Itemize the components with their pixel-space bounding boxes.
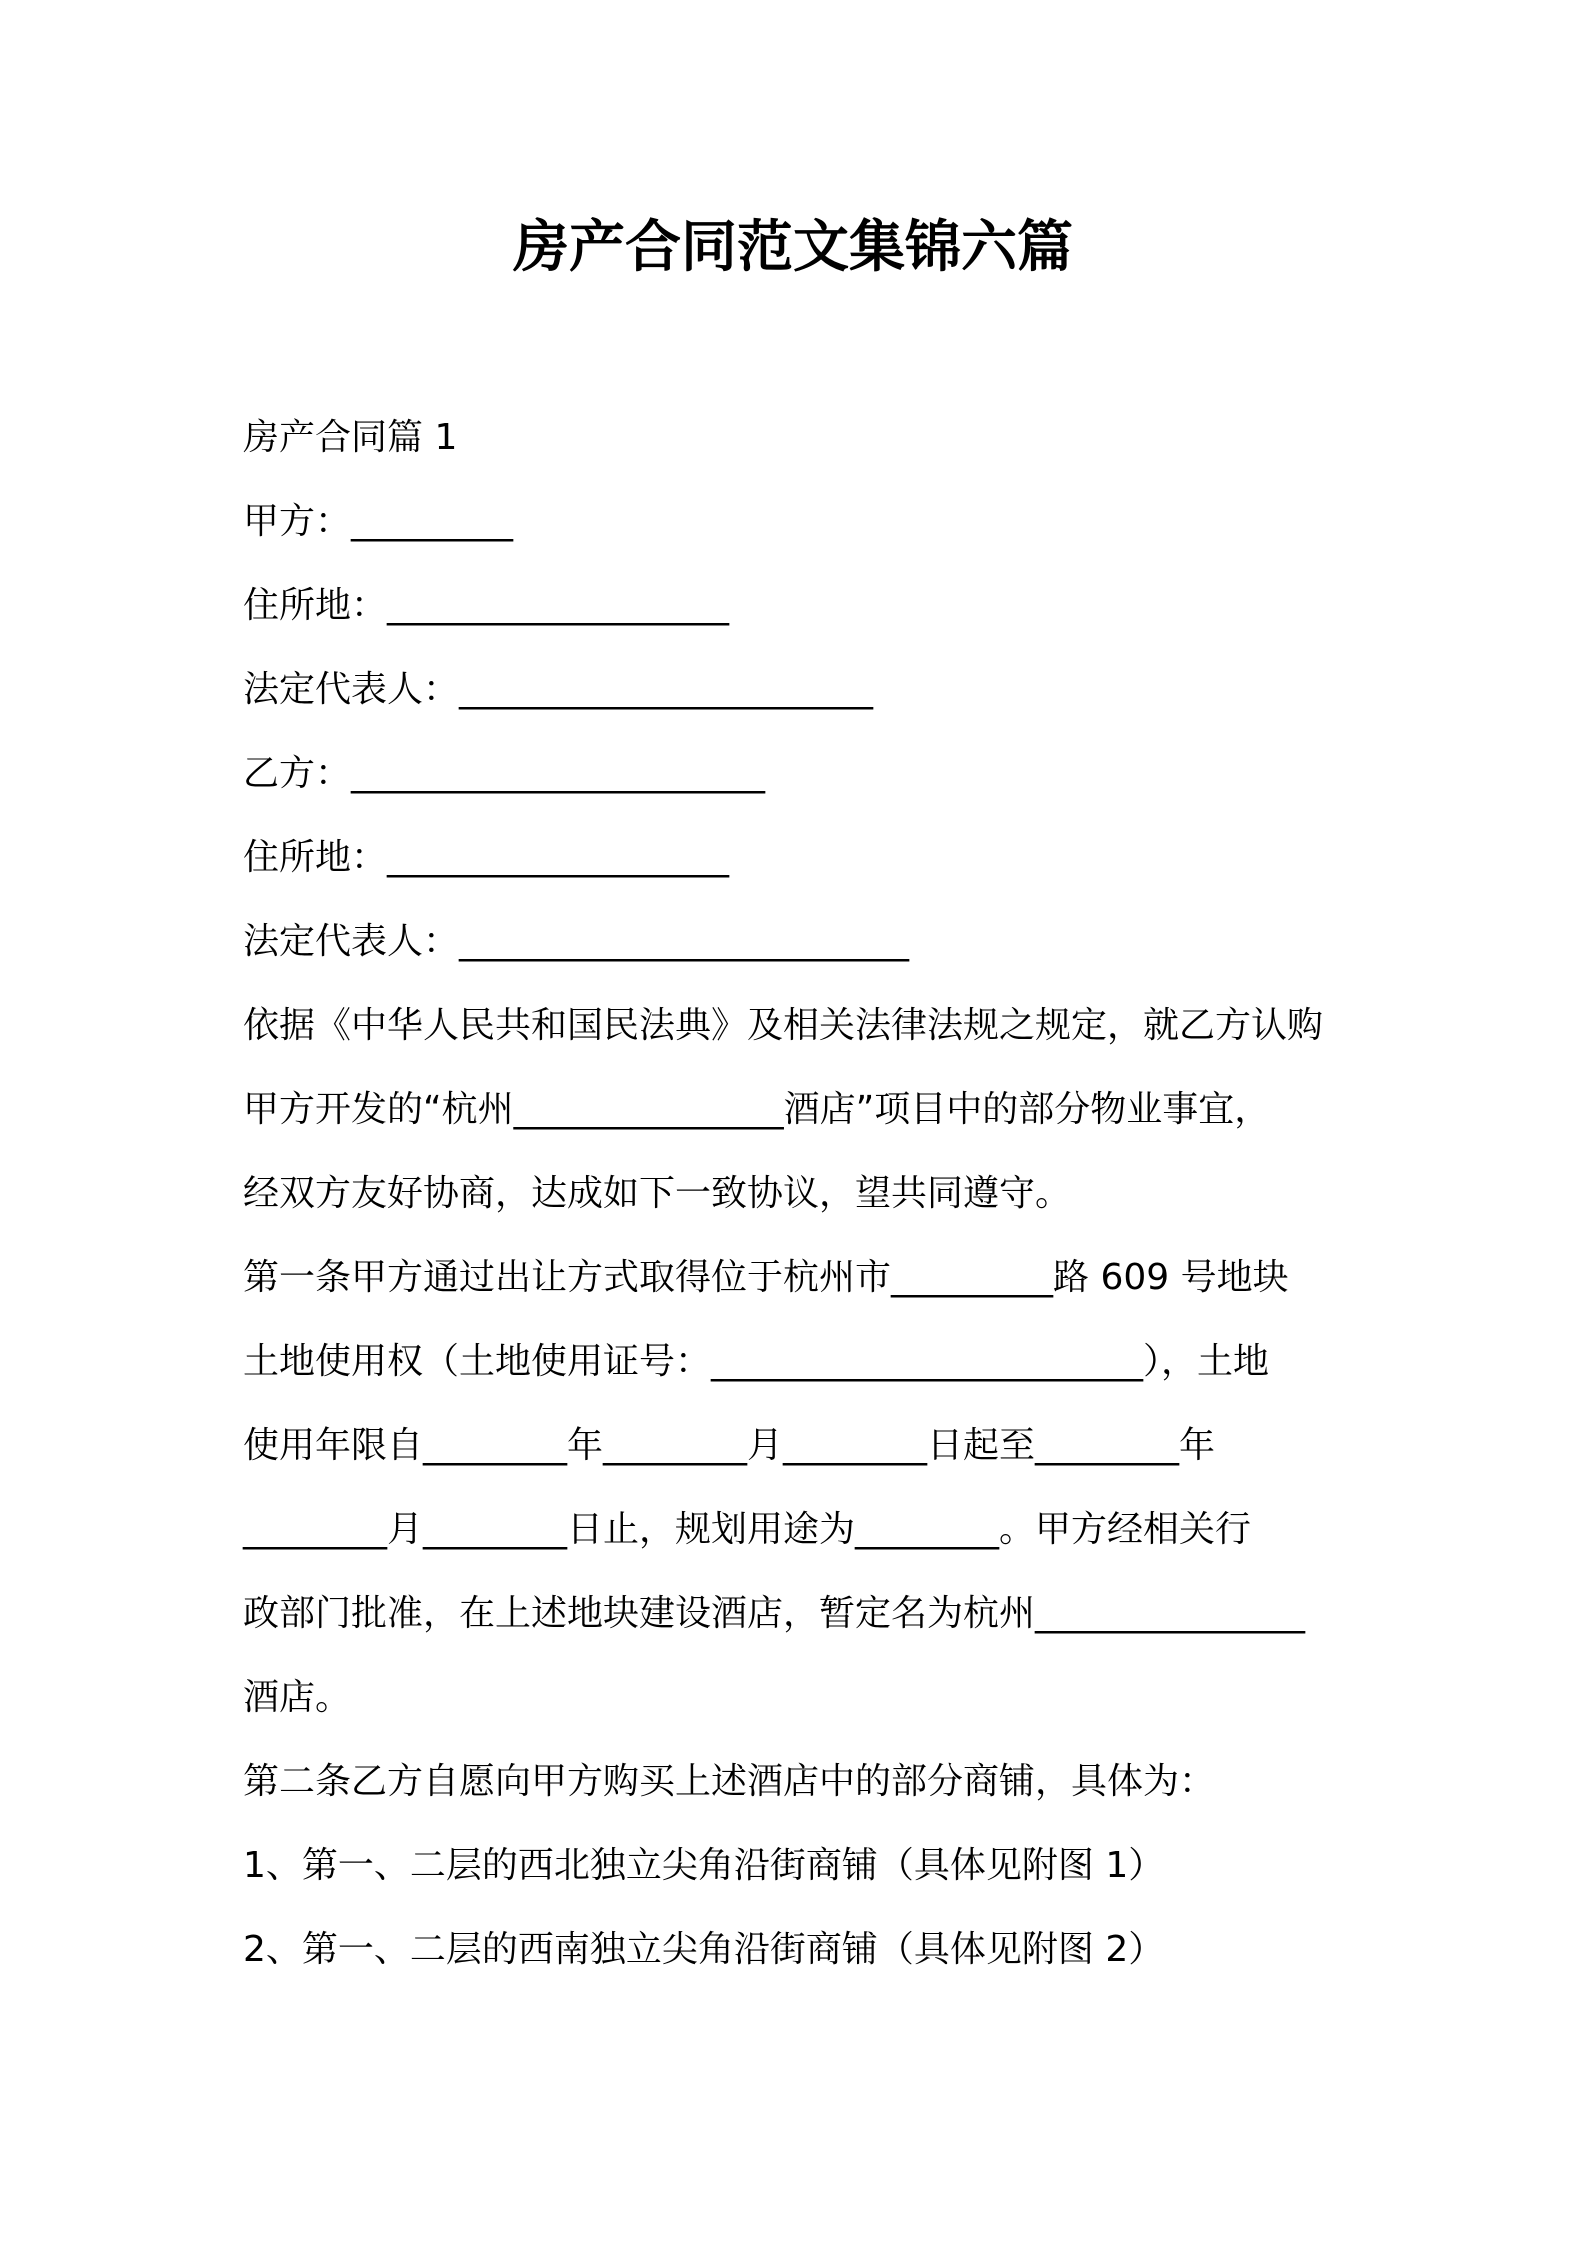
paragraph-line: 依据《中华人民共和国民法典》及相关法律法规之规定，就乙方认购	[243, 1005, 1324, 1046]
list-item: 1、第一、二层的西北独立尖角沿街商铺（具体见附图 1）	[243, 1845, 1165, 1886]
list-item: 2、第一、二层的西南独立尖角沿街商铺（具体见附图 2）	[243, 1929, 1165, 1970]
paragraph-line: 酒店。	[243, 1677, 352, 1718]
party-b-field: 乙方：_______________________	[243, 753, 766, 794]
paragraph-line: ________月________日止，规划用途为________。甲方经相关行	[243, 1509, 1252, 1550]
paragraph-line: 第一条甲方通过出让方式取得位于杭州市_________路 609 号地块	[243, 1257, 1289, 1298]
paragraph-line: 使用年限自________年________月________日起至________年	[243, 1425, 1216, 1466]
party-b-address-field: 住所地：___________________	[243, 837, 730, 878]
page-title: 房产合同范文集锦六篇	[513, 215, 1073, 280]
section-heading: 房产合同篇 1	[243, 417, 458, 458]
party-a-field: 甲方：_________	[243, 501, 514, 542]
paragraph-line: 经双方友好协商，达成如下一致协议，望共同遵守。	[243, 1173, 1072, 1214]
party-a-representative-field: 法定代表人：_______________________	[243, 669, 874, 710]
paragraph-line: 第二条乙方自愿向甲方购买上述酒店中的部分商铺，具体为：	[243, 1761, 1216, 1802]
paragraph-line: 土地使用权（土地使用证号：________________________），土地	[243, 1341, 1270, 1382]
paragraph-line: 甲方开发的“杭州_______________酒店”项目中的部分物业事宜，	[243, 1089, 1271, 1130]
party-b-representative-field: 法定代表人：_________________________	[243, 921, 910, 962]
party-a-address-field: 住所地：___________________	[243, 585, 730, 626]
paragraph-line: 政部门批准，在上述地块建设酒店，暂定名为杭州_______________	[243, 1593, 1306, 1634]
